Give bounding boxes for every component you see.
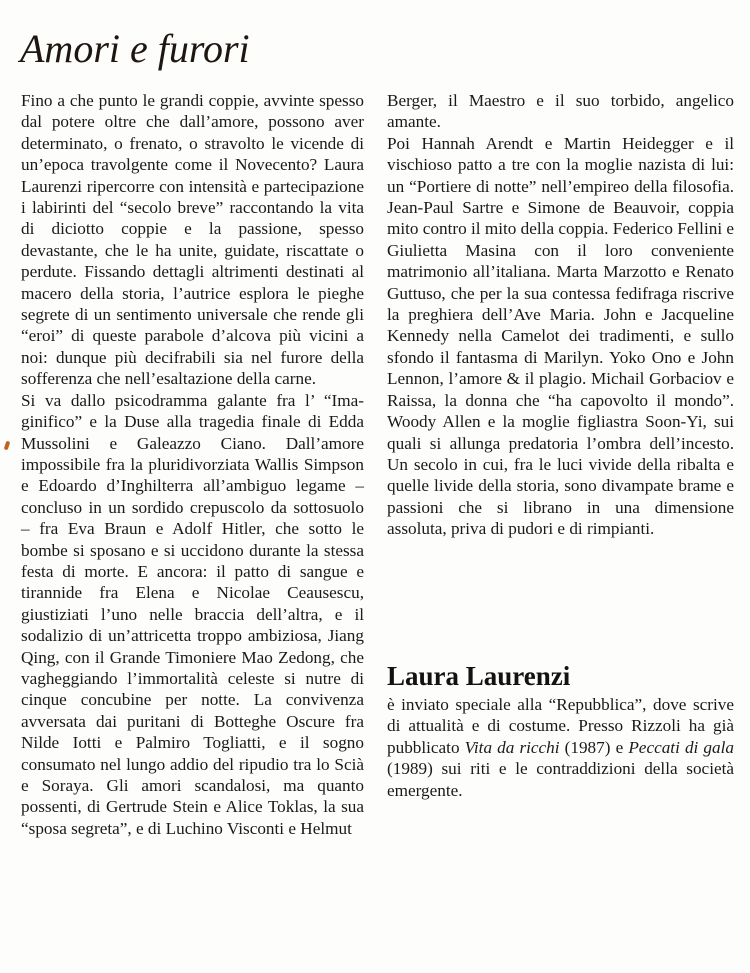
book-title-2: Peccati di gala: [628, 737, 734, 757]
bio-text-2: (1989) sui riti e le contraddizioni della società emergente.: [387, 759, 734, 800]
book-title-1: Vita da ricchi: [464, 737, 560, 757]
right-column: [387, 90, 734, 540]
bio-year-1: (1987) e: [559, 737, 629, 757]
paragraph-couples-1: Si va dallo psicodramma galante fra l’ “Imaginifico” e la Duse alla tragedia finale di Edda Mussolini e Galeazzo Ciano. Dall’amore impossibile fra la pluridivorziata Wallis Simpson e Edoardo d’Inghilterra all’ambiguo legame – concluso in un sordido crepuscolo da sottosuolo – fra Eva Braun e Adolf Hitler, che sotto le bombe si sposano e si uccidono durante la stessa festa di morte. E ancora: il patto di sangue e tirannide fra Elena e Nicolae Ceausescu, giustiziati l’uno nelle braccia dell’altra, e il sodalizio di un’attricetta troppo ambiziosa, Jiang Qing, con il Grande Timoniere Mao Zedong, che vagheggiando l’immortalità celeste si nutre di cinque concubine per notte. La convivenza avversata dai puritani di Botteghe Oscure fra Nilde Iotti e Palmiro Togliatti, e il sogno consumato nel lungo addio del ripudio tra lo Scià e Soraya. Gli amori scandalosi, ma quanto possenti, di Gertrude Stein e Alice Toklas, la sua “sposa segreta”, e di Luchino Visconti e Helmut: [21, 390, 364, 838]
author-bio: [387, 694, 734, 801]
paragraph-continuation: Berger, il Maestro e il suo torbido, angelico amante.: [387, 91, 734, 132]
bio-text-1: è inviato speciale alla “Repubblica”, dove scrive di attualità e di costume. Presso Rizzoli ha già pubblicato: [387, 695, 734, 757]
author-name: Laura Laurenzi: [387, 661, 571, 691]
paragraph-couples-2: Poi Hannah Arendt e Martin Heidegger e il vischioso patto a tre con la moglie nazista di lui: un “Portiere di notte” nell’empireo della filosofia. Jean-Paul Sartre e Simone de Beauvoir, coppia mito contro il mito della coppia. Federico Fellini e Giulietta Masina con il loro conveniente matrimonio all’italiana. Marta Marzotto e Renato Guttuso, che per la sua contessa fedifraga riscrive la preghiera dell’Ave Maria. John e Jacqueline Kennedy nella Camelot dei tradimenti, e sullo sfondo il fantasma di Marilyn. Yoko Ono e John Lennon, l’amore & il plagio. Michail Gorbaciov e Raissa, la donna che “ha capovolto il mondo”. Woody Allen e la moglie figliastra Soon-Yi, sui quali si allunga predatoria l’ombra dell’incesto. Un secolo in cui, fra le luci vivide della ribalta e quelle livide della storia, sono divampate brame e passioni che si librano in una dimensione assoluta, priva di pudori e di rimpianti.: [387, 133, 735, 539]
paragraph-intro: Fino a che punto le grandi coppie, avvinte spesso dal potere oltre che dall’amore, possono aver determinato, o frenato, o stravolto le vicende di un’epoca travolgente come il Novecento? Laura Laurenzi ripercorre con intensità e partecipazione i labirinti del “secolo breve” raccontando la vita di diciotto coppie e la passione, spesso devastante, che le ha unite, guidate, riscattate o perdute. Fissando dettagli altrimenti destinati al macero della storia, l’autrice esplora le pieghe segrete di un sentimento universale che rende gli “eroi” di queste parabole d’alcova più vicini a noi: dunque più decifrabili sia nel furore della sofferenza che nell’esaltazione della carne.: [21, 91, 364, 389]
author-section: [387, 660, 734, 801]
ink-mark: [4, 441, 11, 451]
left-column: [21, 90, 364, 839]
page-title: Amori e furori: [20, 26, 250, 71]
